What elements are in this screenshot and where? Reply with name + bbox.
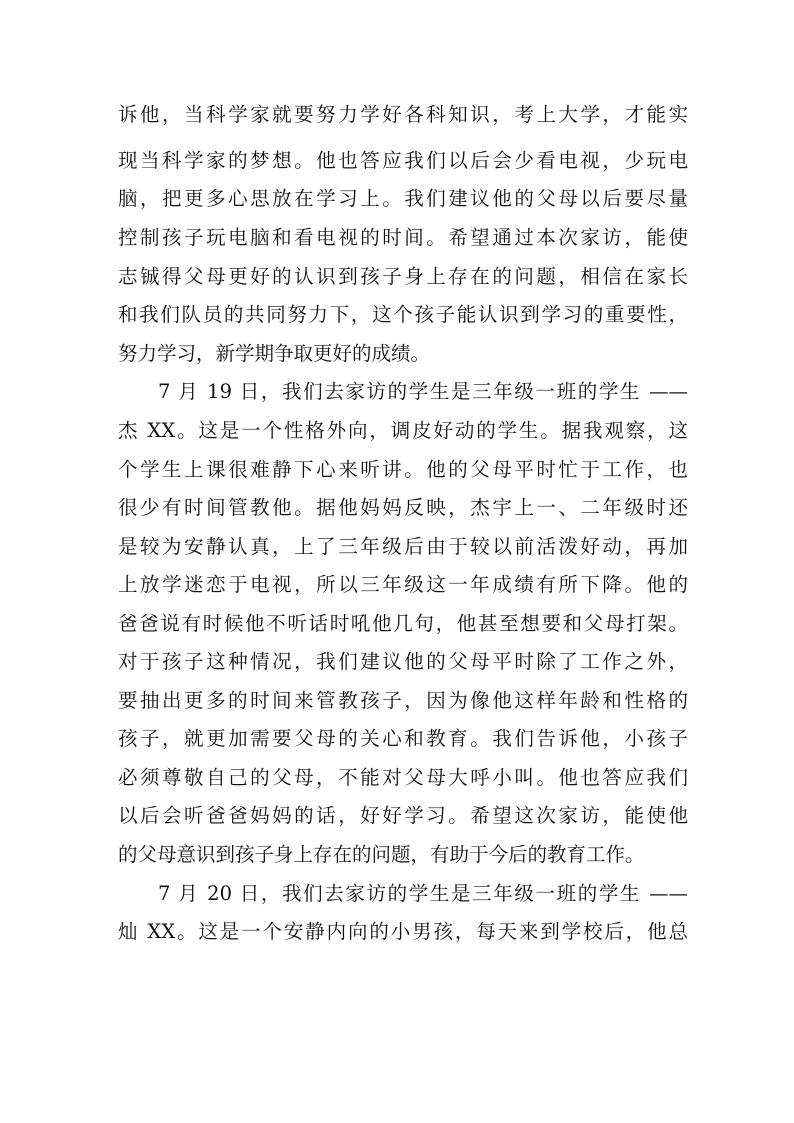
text-line: 个学生上课很难静下心来听讲。他的父母平时忙于工作，也 (118, 458, 688, 481)
text-line: 必须尊敬自己的父母，不能对父母大呼小叫。他也答应我们 (118, 766, 688, 789)
text-line: 爸爸说有时候他不听话时吼他几句，他甚至想要和父母打架。 (118, 612, 688, 635)
text-line: 诉他，当科学家就要努力学好各科知识，考上大学，才能实 (118, 103, 688, 126)
text-line: 杰 XX。这是一个性格外向，调皮好动的学生。据我观察，这 (118, 419, 688, 442)
text-line: 现当科学家的梦想。他也答应我们以后会少看电视，少玩电 (118, 149, 688, 172)
paragraph-start-line: 7 月 19 日，我们去家访的学生是三年级一班的学生 —— (158, 380, 688, 403)
text-line: 志铖得父母更好的认识到孩子身上存在的问题，相信在家长 (118, 265, 688, 288)
text-line: 孩子，就更加需要父母的关心和教育。我们告诉他，小孩子 (118, 727, 688, 750)
text-line: 以后会听爸爸妈妈的话，好好学习。希望这次家访，能使他 (118, 804, 688, 827)
paragraph-start-line: 7 月 20 日，我们去家访的学生是三年级一班的学生 —— (158, 882, 688, 905)
text-line: 脑，把更多心思放在学习上。我们建议他的父母以后要尽量 (118, 187, 688, 210)
text-line: 控制孩子玩电脑和看电视的时间。希望通过本次家访，能使 (118, 226, 688, 249)
text-line: 和我们队员的共同努力下，这个孩子能认识到学习的重要性， (118, 303, 688, 326)
text-line: 努力学习，新学期争取更好的成绩。 (118, 342, 431, 365)
text-line: 的父母意识到孩子身上存在的问题，有助于今后的教育工作。 (118, 843, 645, 866)
text-line: 上放学迷恋于电视，所以三年级这一年成绩有所下降。他的 (118, 573, 688, 596)
text-line: 是较为安静认真，上了三年级后由于较以前活泼好动，再加 (118, 535, 688, 558)
text-line: 灿 XX。这是一个安静内向的小男孩，每天来到学校后，他总 (118, 920, 688, 943)
text-line: 很少有时间管教他。据他妈妈反映，杰宇上一、二年级时还 (118, 496, 688, 519)
text-line: 要抽出更多的时间来管教孩子，因为像他这样年龄和性格的 (118, 689, 688, 712)
text-line: 对于孩子这种情况，我们建议他的父母平时除了工作之外， (118, 650, 688, 673)
